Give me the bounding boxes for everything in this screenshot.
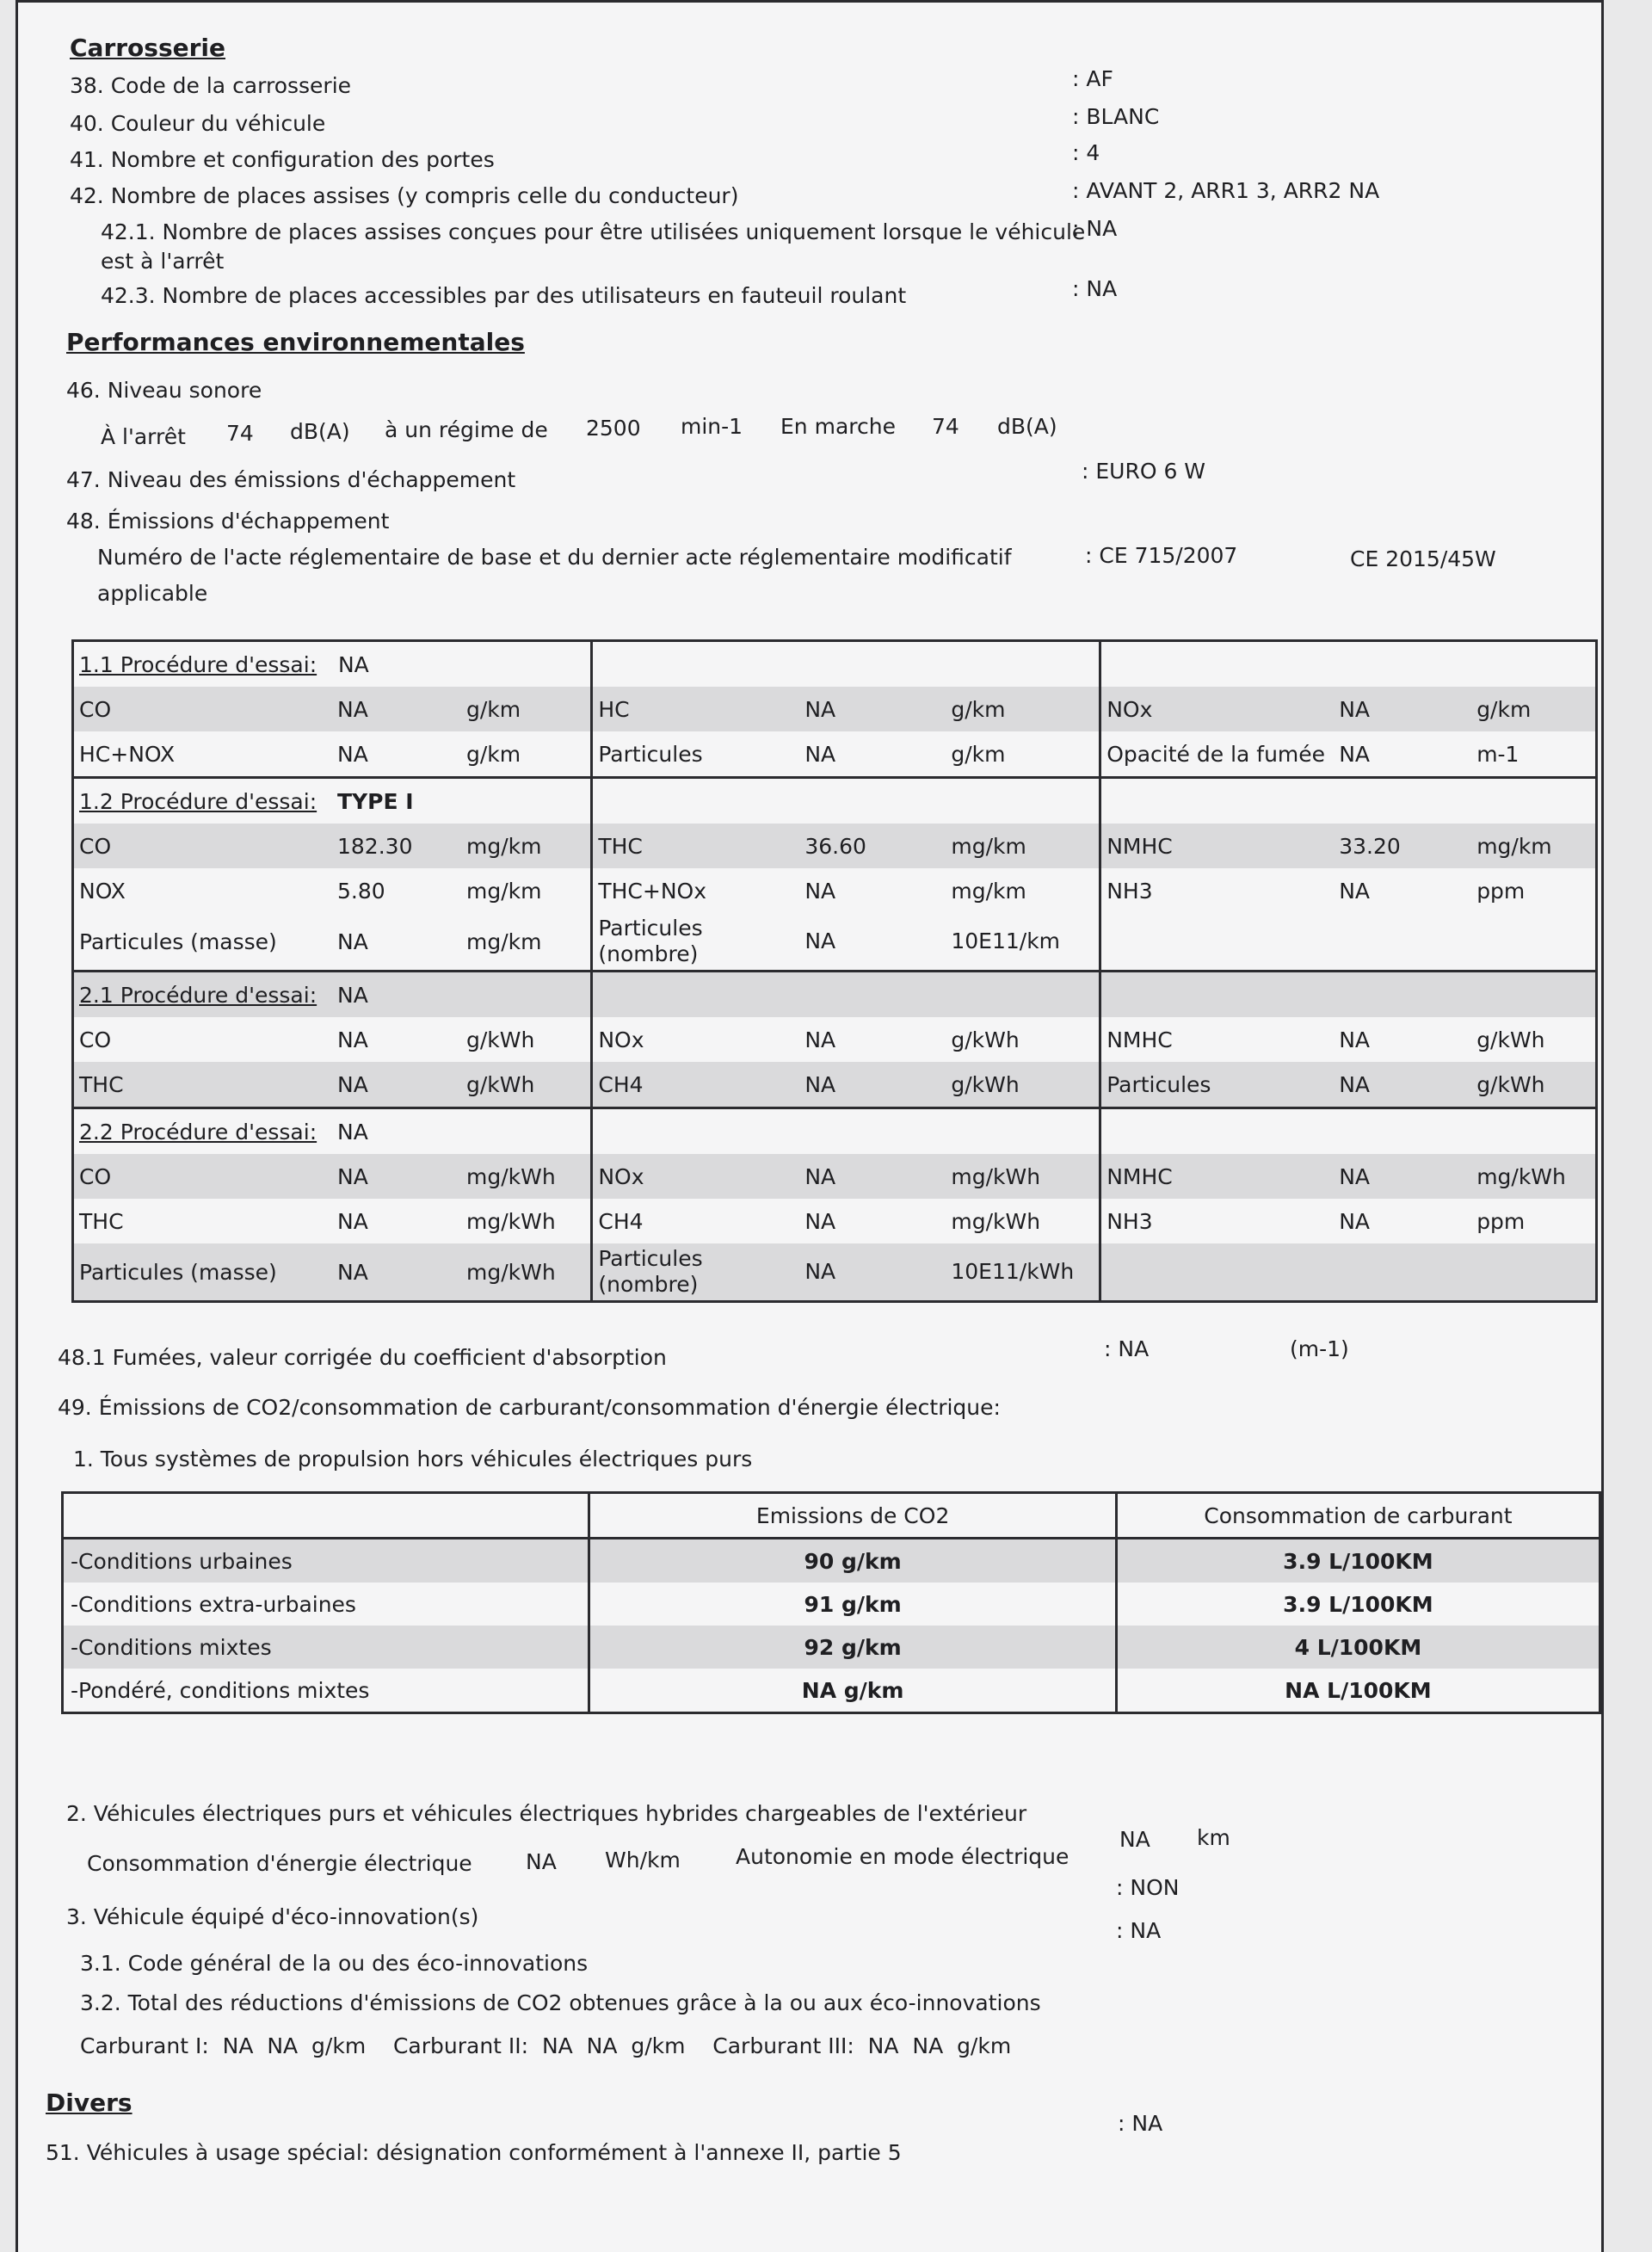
table-row: Particules (masse) NA mg/kWh (73, 1243, 592, 1302)
table-row: Particules (nombre)NA 10E11/km (592, 913, 1100, 972)
table-row: THC NA g/kWh (73, 1062, 592, 1108)
co2-value: 92 g/km (589, 1626, 1116, 1669)
eco-code-value: : NA (1116, 1918, 1162, 1943)
sonore-marche: En marche (780, 414, 896, 439)
fumees-label: 48.1 Fumées, valeur corrigée du coefficient d'absorption (58, 1345, 667, 1370)
proc-header: 1.2 Procédure d'essai: TYPE I (73, 778, 592, 824)
fuel-value: 4 L/100KM (1116, 1626, 1600, 1669)
table-row: Particules NA g/kWh (1100, 1062, 1597, 1108)
co2-header: Emissions de CO2 (589, 1493, 1116, 1539)
table-row: THC NA mg/kWh (73, 1199, 592, 1243)
table-row: CO NA g/km (73, 687, 592, 731)
section-carrosserie: Carrosserie (70, 34, 226, 62)
co2-value: 90 g/km (589, 1539, 1116, 1583)
field-value: : NA (1072, 276, 1118, 301)
emissions-level-label: 47. Niveau des émissions d'échappement (66, 467, 516, 492)
field-value: : NA (1072, 216, 1118, 241)
table-row: NH3 NA ppm (1100, 868, 1597, 913)
fuel-value: 3.9 L/100KM (1116, 1583, 1600, 1626)
proc-header: 2.2 Procédure d'essai: NA (73, 1108, 592, 1155)
table-row: CO NA g/kWh (73, 1017, 592, 1062)
fumees-value: : NA (1104, 1336, 1150, 1361)
document-sheet (15, 0, 1604, 2252)
table-row: HC NA g/km (592, 687, 1100, 731)
special-label: 51. Véhicules à usage spécial: désignation conformément à l'annexe II, partie 5 (46, 2140, 902, 2165)
table-row: CO 182.30 mg/km (73, 824, 592, 868)
field-label-cont: est à l'arrêt (101, 249, 225, 274)
table-row: CO NA mg/kWh (73, 1154, 592, 1199)
field-label: 42.3. Nombre de places accessibles par des utilisateurs en fauteuil roulant (101, 283, 907, 308)
emissions-level-value: : EURO 6 W (1082, 459, 1206, 484)
elec-label: 2. Véhicules électriques purs et véhicules électriques hybrides chargeables de l'extérieur (66, 1801, 1027, 1826)
elec-u2: km (1197, 1825, 1230, 1850)
fuel-value: 3.9 L/100KM (1116, 1539, 1600, 1583)
special-value: : NA (1118, 2111, 1163, 2136)
fuel-header: Consommation de carburant (1116, 1493, 1600, 1539)
co2-row-label: -Conditions mixtes (63, 1626, 589, 1669)
sonore-regime: à un régime de (385, 417, 548, 442)
echap-label: 48. Émissions d'échappement (66, 509, 390, 534)
fumees-unit: (m-1) (1290, 1336, 1349, 1361)
fuel-value: NA L/100KM (1116, 1669, 1600, 1713)
table-row: NMHC NA mg/kWh (1100, 1154, 1597, 1199)
co2-row-label: -Conditions urbaines (63, 1539, 589, 1583)
table-row: CH4 NA g/kWh (592, 1062, 1100, 1108)
eco-label: 3. Véhicule équipé d'éco-innovation(s) (66, 1904, 479, 1929)
section-performances: Performances environnementales (66, 328, 525, 356)
table-row: Particules (nombre)NA 10E11/kWh (592, 1243, 1100, 1302)
elec-u1: Wh/km (605, 1848, 681, 1873)
proc-header: 2.1 Procédure d'essai: NA (73, 972, 592, 1018)
co2-value: NA g/km (589, 1669, 1116, 1713)
field-label: 42.1. Nombre de places assises conçues pour être utilisées uniquement lorsque le véhicule (101, 219, 1086, 244)
co2-title: 49. Émissions de CO2/consommation de carburant/consommation d'énergie électrique: (58, 1395, 1001, 1420)
echap-v1: : CE 715/2007 (1085, 543, 1238, 568)
sonore-u3: dB(A) (997, 414, 1057, 439)
sonore-u1: dB(A) (290, 419, 350, 444)
sonore-v2: 2500 (586, 416, 641, 441)
field-label: 42. Nombre de places assises (y compris celle du conducteur) (70, 183, 739, 208)
field-label: 41. Nombre et configuration des portes (70, 147, 495, 172)
field-value: : AVANT 2, ARR1 3, ARR2 NA (1072, 178, 1380, 203)
table-row: NOx NA g/kWh (592, 1017, 1100, 1062)
section-divers: Divers (46, 2088, 133, 2117)
table-row: NMHC 33.20 mg/km (1100, 824, 1597, 868)
table-row: NOx NA g/km (1100, 687, 1597, 731)
field-label: 38. Code de la carrosserie (70, 73, 352, 98)
table-row: Opacité de la fumée NA m-1 (1100, 731, 1597, 778)
table-row: HC+NOX NA g/km (73, 731, 592, 778)
co2-subtitle: 1. Tous systèmes de propulsion hors véhicules électriques purs (73, 1447, 753, 1472)
table-row: NMHC NA g/kWh (1100, 1017, 1597, 1062)
co2-row-label: -Pondéré, conditions mixtes (63, 1669, 589, 1713)
emissions-table (71, 639, 1598, 1303)
eco-value: : NON (1116, 1875, 1180, 1900)
sonore-label: 46. Niveau sonore (66, 378, 262, 403)
table-row: Particules NA g/km (592, 731, 1100, 778)
echap-acte-cont: applicable (97, 581, 208, 606)
field-value: : 4 (1072, 140, 1100, 165)
table-row: NOx NA mg/kWh (592, 1154, 1100, 1199)
co2-value: 91 g/km (589, 1583, 1116, 1626)
table-row: THC+NOx NA mg/km (592, 868, 1100, 913)
field-label: 40. Couleur du véhicule (70, 111, 326, 136)
table-row: THC 36.60 mg/km (592, 824, 1100, 868)
sonore-arret: À l'arrêt (101, 424, 186, 449)
elec-v2: NA (1119, 1827, 1150, 1852)
sonore-v3: 74 (932, 414, 959, 439)
table-row: NOX 5.80 mg/km (73, 868, 592, 913)
elec-conso: Consommation d'énergie électrique (87, 1851, 472, 1876)
table-row: CH4 NA mg/kWh (592, 1199, 1100, 1243)
sonore-v1: 74 (226, 421, 254, 446)
field-value: : BLANC (1072, 104, 1160, 129)
eco-code: 3.1. Code général de la ou des éco-innovations (80, 1951, 589, 1976)
field-value: : AF (1072, 66, 1113, 91)
echap-v2: CE 2015/45W (1350, 546, 1496, 571)
co2-table (61, 1491, 1601, 1714)
table-row: NH3 NA ppm (1100, 1199, 1597, 1243)
proc-type: NA (333, 641, 592, 688)
eco-carburant: Carburant I: NA NA g/km Carburant II: NA NA g/km Carburant III: NA NA g/km (80, 2033, 1012, 2058)
elec-v1: NA (526, 1849, 557, 1874)
elec-autonomie: Autonomie en mode électrique (736, 1844, 1069, 1869)
table-row: Particules (masse) NA mg/km (73, 913, 592, 972)
eco-total: 3.2. Total des réductions d'émissions de CO2 obtenues grâce à la ou aux éco-innovations (80, 1990, 1041, 2015)
proc-label: 1.1 Procédure d'essai: (73, 641, 333, 688)
echap-acte: Numéro de l'acte réglementaire de base et du dernier acte réglementaire modificatif (97, 545, 1012, 570)
sonore-u2: min-1 (681, 414, 743, 439)
co2-row-label: -Conditions extra-urbaines (63, 1583, 589, 1626)
